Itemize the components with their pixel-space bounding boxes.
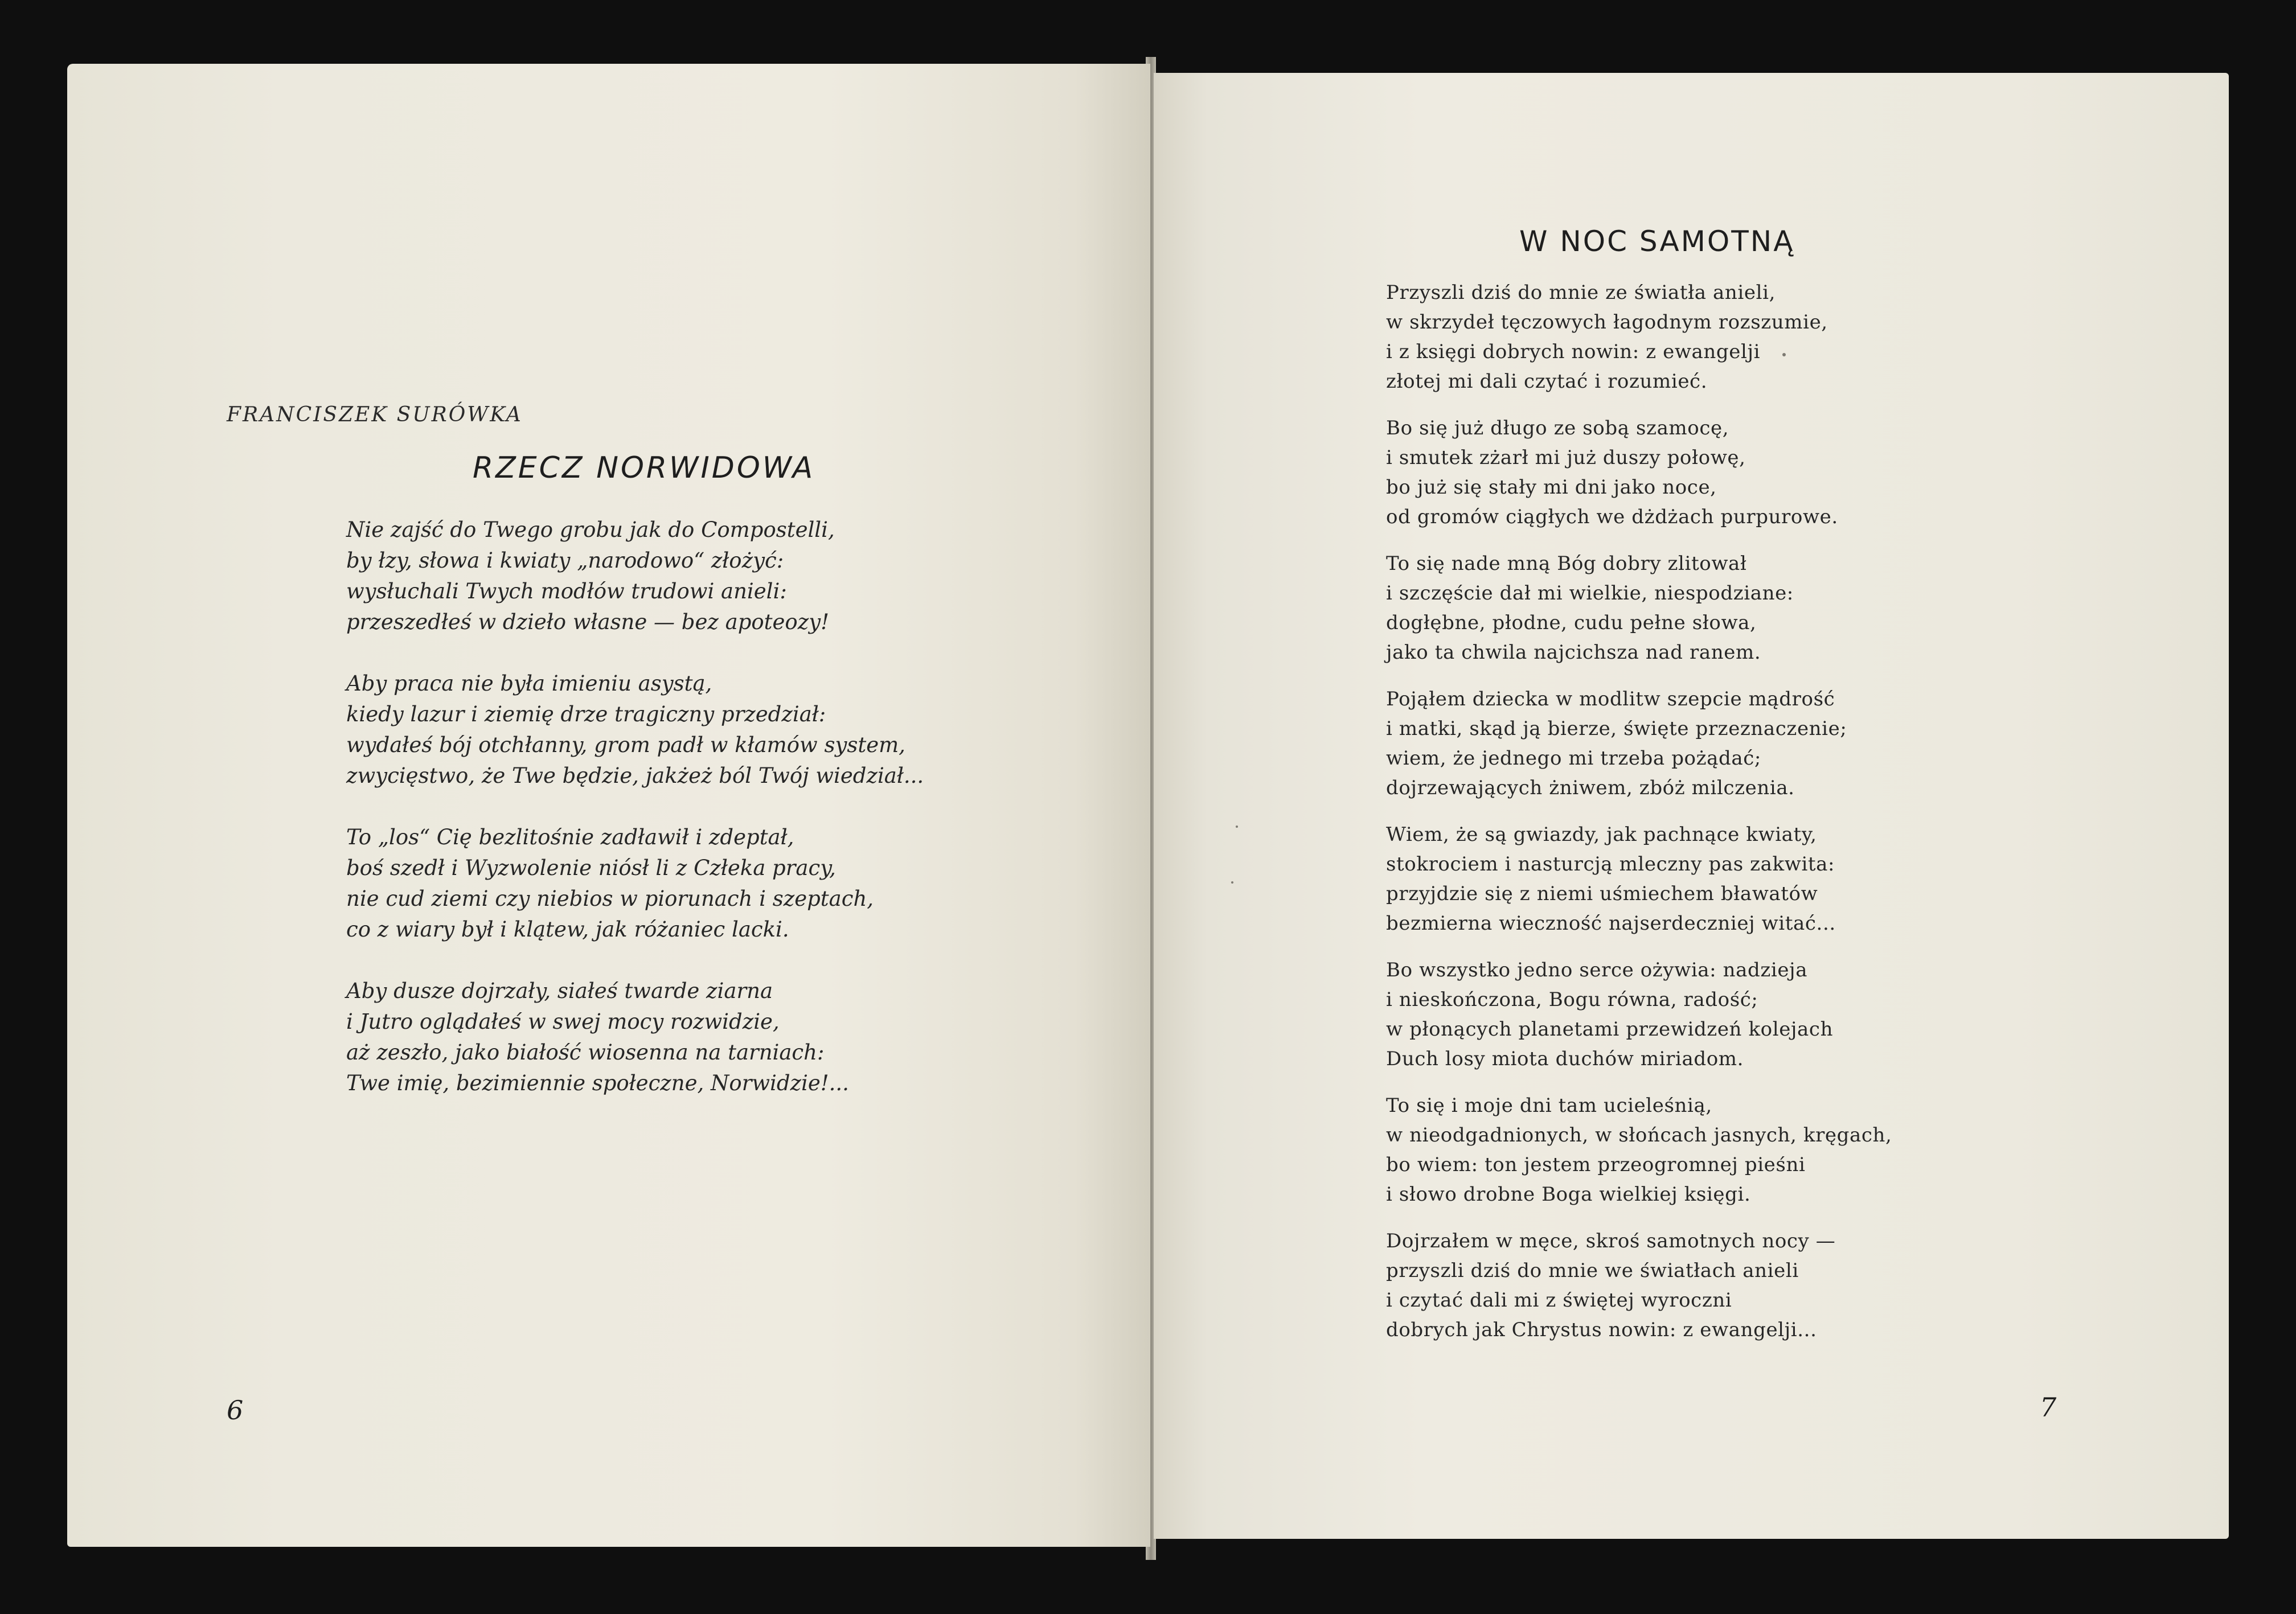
poem-line: Wiem, że są gwiazdy, jak pachnące kwiaty, — [1386, 823, 1817, 846]
author-name: FRANCISZEK SURÓWKA — [227, 403, 523, 426]
stanza — [346, 668, 924, 791]
poem-title-right: W NOC SAMOTNĄ — [1519, 225, 1795, 258]
stanza — [1386, 1226, 1892, 1345]
stanza — [1386, 684, 1892, 803]
page-number-right: 7 — [2040, 1392, 2057, 1423]
poem-line: Przyszli dziś do mnie ze światła anieli, — [1386, 281, 1776, 304]
poem-line: i słowo drobne Boga wielkiej księgi. — [1386, 1183, 1751, 1206]
poem-line: Bo się już długo ze sobą szamocę, — [1386, 417, 1729, 440]
paper-speck — [1782, 353, 1786, 356]
poem-line: To „los“ Cię bezlitośnie zadławił i zdeptał, — [346, 825, 794, 849]
poem-line: Aby praca nie była imieniu asystą, — [346, 671, 712, 696]
poem-line: wysłuchali Twych modłów trudowi anieli: — [346, 579, 787, 603]
poem-line: bo wiem: ton jestem przeogromnej pieśni — [1386, 1153, 1806, 1176]
poem-line: złotej mi dali czytać i rozumieć. — [1386, 370, 1708, 393]
poem-line: To się nade mną Bóg dobry zlitował — [1386, 552, 1747, 575]
poem-line: i nieskończona, Bogu równa, radość; — [1386, 988, 1758, 1011]
poem-line: nie cud ziemi czy niebios w piorunach i szeptach, — [346, 886, 874, 911]
stanza — [1386, 955, 1892, 1074]
poem-line: To się i moje dni tam ucieleśnią, — [1386, 1094, 1712, 1117]
poem-line: bezmierna wieczność najserdeczniej witać... — [1386, 912, 1836, 935]
stanza — [346, 515, 924, 638]
poem-line: w skrzydeł tęczowych łagodnym rozszumie, — [1386, 311, 1828, 334]
page-number-left: 6 — [227, 1395, 244, 1426]
poem-left — [346, 515, 924, 1130]
poem-line: Dojrzałem w męce, skroś samotnych nocy — — [1386, 1230, 1836, 1252]
poem-line: kiedy lazur i ziemię drze tragiczny przedział: — [346, 702, 826, 726]
poem-line: wiem, że jednego mi trzeba pożądać; — [1386, 747, 1761, 770]
poem-line: aż zeszło, jako białość wiosenna na tarniach: — [346, 1040, 825, 1065]
poem-line: stokrociem i nasturcją mleczny pas zakwita: — [1386, 853, 1835, 876]
poem-line: od gromów ciągłych we dżdżach purpurowe. — [1386, 506, 1838, 528]
poem-line: dogłębne, płodne, cudu pełne słowa, — [1386, 611, 1757, 634]
stanza — [346, 976, 924, 1099]
poem-line: przyszli dziś do mnie we światłach anieli — [1386, 1259, 1799, 1282]
poem-line: by łzy, słowa i kwiaty „narodowo“ złożyć: — [346, 548, 784, 573]
stanza — [1386, 413, 1892, 532]
stanza — [346, 822, 924, 945]
poem-line: boś szedł i Wyzwolenie niósł li z Człeka pracy, — [346, 856, 836, 880]
stanza — [1386, 549, 1892, 667]
poem-line: Aby dusze dojrzały, siałeś twarde ziarna — [346, 979, 773, 1003]
poem-line: zwycięstwo, że Twe będzie, jakżeż ból Twój wiedział... — [346, 763, 924, 788]
poem-right — [1386, 278, 1892, 1362]
poem-line: i z księgi dobrych nowin: z ewangelji — [1386, 340, 1761, 363]
poem-line: dobrych jak Chrystus nowin: z ewangelji... — [1386, 1319, 1817, 1341]
poem-line: dojrzewających żniwem, zbóż milczenia. — [1386, 777, 1795, 799]
poem-line: Pojąłem dziecka w modlitw szepcie mądrość — [1386, 688, 1835, 711]
poem-line: co z wiary był i klątew, jak różaniec lacki. — [346, 917, 789, 942]
poem-line: przyjdzie się z niemi uśmiechem bławatów — [1386, 882, 1818, 905]
poem-line: i Jutro oglądałeś w swej mocy rozwidzie, — [346, 1009, 780, 1034]
poem-line: w nieodgadnionych, w słońcach jasnych, kręgach, — [1386, 1124, 1892, 1147]
poem-line: w płonących planetami przewidzeń kolejach — [1386, 1018, 1834, 1041]
poem-line: i matki, skąd ją bierze, święte przeznaczenie; — [1386, 717, 1847, 740]
poem-line: Twe imię, bezimiennie społeczne, Norwidzie!... — [346, 1071, 849, 1095]
poem-line: wydałeś bój otchłanny, grom padł w kłamów system, — [346, 733, 905, 757]
poem-line: i smutek zżarł mi już duszy połowę, — [1386, 446, 1746, 469]
poem-line: Duch losy miota duchów miriadom. — [1386, 1048, 1744, 1070]
stanza — [1386, 820, 1892, 938]
poem-line: i czytać dali mi z świętej wyroczni — [1386, 1289, 1732, 1312]
stanza — [1386, 278, 1892, 396]
poem-line: bo już się stały mi dni jako noce, — [1386, 476, 1717, 499]
poem-title-left: RZECZ NORWIDOWA — [473, 451, 815, 485]
poem-line: i szczęście dał mi wielkie, niespodziane: — [1386, 582, 1794, 605]
stanza — [1386, 1091, 1892, 1209]
poem-line: jako ta chwila najcichsza nad ranem. — [1386, 641, 1761, 664]
paper-speck — [1236, 826, 1238, 828]
paper-speck — [1231, 881, 1233, 884]
poem-line: Nie zajść do Twego grobu jak do Compostelli, — [346, 518, 835, 542]
poem-line: Bo wszystko jedno serce ożywia: nadzieja — [1386, 959, 1808, 981]
poem-line: przeszedłeś w dzieło własne — bez apoteozy! — [346, 610, 829, 634]
